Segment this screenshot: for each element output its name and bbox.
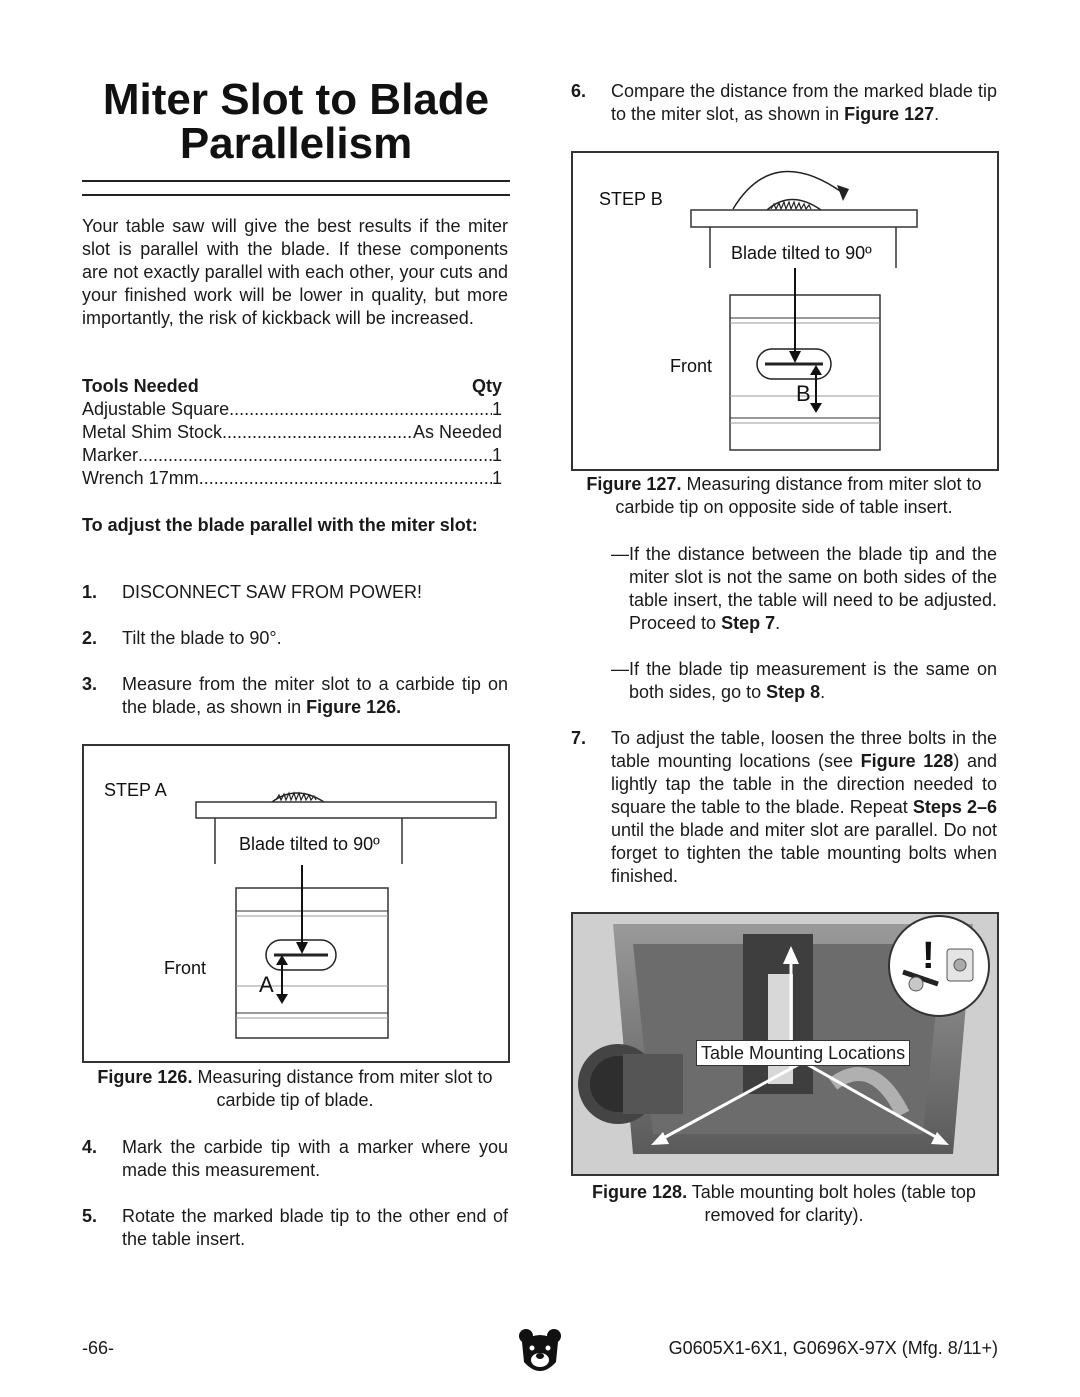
caption-label: Figure 126. (97, 1067, 193, 1087)
note-text: —If the distance between the blade tip and the miter slot is not the same on both sides of the table insert, the table will need to be adjusted. Proceed to (611, 544, 997, 633)
title-rule-top (82, 180, 510, 182)
figure-127 (571, 151, 999, 471)
saw-blade-icon (272, 793, 324, 802)
front-label: Front (164, 958, 207, 978)
step-text-part: . (934, 104, 940, 124)
table-insert (236, 888, 388, 1038)
tools-header-label: Tools Needed (82, 376, 199, 396)
tool-row (82, 421, 502, 444)
step-b-diagram (573, 153, 997, 469)
step-text (122, 673, 508, 719)
step-number: 6. (571, 81, 587, 101)
caption-label: Figure 128. (592, 1182, 688, 1202)
tool-qty: 1 (491, 445, 502, 465)
steps-ref: Steps 2–6 (912, 797, 997, 817)
blade-tilt-label: Blade tilted to 90º (239, 834, 380, 854)
leader-dots (222, 421, 413, 444)
step-3 (82, 673, 508, 719)
front-label: Front (670, 356, 713, 376)
step-text: Tilt the blade to 90°. (122, 628, 282, 648)
step-text-part: until the blade and miter slot are parallel. Do not forget to tighten the table mounting bolts when finished. (611, 820, 997, 886)
caption-text: Measuring distance from miter slot to carbide tip on opposite side of table insert. (615, 474, 982, 517)
step-number: 2. (82, 628, 98, 648)
note-not-same (611, 543, 997, 635)
warning-icon (889, 916, 989, 1016)
step-text: Mark the carbide tip with a marker where you made this measurement. (122, 1137, 508, 1180)
leader-dots (138, 444, 492, 467)
bear-logo-icon (518, 1328, 562, 1376)
step-a-diagram (84, 746, 508, 1061)
step-5 (82, 1205, 508, 1251)
blade-tilt-label: Blade tilted to 90º (731, 243, 872, 263)
tools-header (82, 375, 502, 398)
step-number: 3. (82, 674, 98, 694)
note-same (611, 658, 997, 704)
tool-name: Adjustable Square (82, 399, 230, 419)
title-rule-bottom (82, 194, 510, 196)
figure-126-caption (82, 1066, 508, 1112)
figure-127-caption (571, 473, 997, 519)
step-ref: Step 8 (766, 682, 821, 702)
step-number: 7. (571, 728, 587, 748)
procedure-heading: To adjust the blade parallel with the miter slot: (82, 515, 478, 535)
tool-row (82, 398, 502, 421)
note-text: —If the blade tip measurement is the same on both sides, go to (611, 659, 997, 702)
caption-label: Figure 127. (586, 474, 682, 494)
step-text (611, 727, 997, 888)
step-text-part: ) and lightly tap the table in the direction needed to square the table to the blade. Repeat (611, 751, 997, 817)
figure-ref: Figure 128 (860, 751, 954, 771)
tools-table (82, 375, 502, 490)
leader-dots (199, 467, 492, 490)
step-4 (82, 1136, 508, 1182)
note-text: . (820, 682, 826, 702)
step-number: 5. (82, 1206, 98, 1226)
page-number: -66- (82, 1338, 115, 1358)
step-text-part: Measure from the miter slot to a carbide tip on the blade, as shown in (122, 674, 508, 717)
step-number: 1. (82, 582, 98, 602)
title-line-1: Miter Slot to Blade (102, 75, 490, 124)
figure-128 (571, 912, 999, 1176)
title-line-2: Parallelism (179, 119, 413, 168)
step-text-part: Compare the distance from the marked blade tip to the miter slot, as shown in (611, 81, 997, 124)
table-surface (196, 802, 496, 818)
tool-qty: 1 (491, 399, 502, 419)
table-insert (730, 295, 880, 450)
figure-ref: Figure 127 (844, 104, 935, 124)
point-label: B (796, 381, 811, 406)
caption-text: Measuring distance from miter slot to carbide tip of blade. (192, 1067, 493, 1110)
step-text: DISCONNECT SAW FROM POWER! (122, 582, 423, 602)
figure-128-caption (571, 1181, 997, 1227)
note-text: . (775, 613, 781, 633)
step-label: STEP B (599, 189, 663, 209)
step-text-part: To adjust the table, loosen the three bolts in the table mounting locations (see (611, 728, 997, 771)
point-label: A (259, 972, 274, 997)
step-number: 4. (82, 1137, 98, 1157)
tool-row (82, 444, 502, 467)
tool-qty: As Needed (412, 422, 502, 442)
step-1 (82, 581, 508, 604)
callout-label: Table Mounting Locations (696, 1040, 910, 1066)
table-surface (691, 210, 917, 227)
tool-name: Wrench 17mm (82, 468, 199, 488)
caption-text: Table mounting bolt holes (table top removed for clarity). (687, 1182, 976, 1225)
page-title (82, 75, 510, 168)
tools-header-qty: Qty (471, 376, 502, 396)
saw-blade-icon (767, 200, 821, 211)
step-text (611, 80, 997, 126)
model-number: G0605X1-6X1, G0696X-97X (Mfg. 8/11+) (668, 1338, 998, 1358)
figure-ref: Figure 126. (306, 697, 402, 717)
step-6 (571, 80, 997, 126)
tool-qty: 1 (491, 468, 502, 488)
tool-name: Marker (82, 445, 139, 465)
step-2 (82, 627, 508, 650)
step-ref: Step 7 (721, 613, 776, 633)
figure-126 (82, 744, 510, 1063)
tool-row (82, 467, 502, 490)
intro-paragraph: Your table saw will give the best results if the miter slot is parallel with the blade. If these components are not exactly parallel with each other, your cuts and your finished work will be lower in quality, but more importantly, the risk of kickback will be increased. (82, 216, 508, 328)
step-text: Rotate the marked blade tip to the other end of the table insert. (122, 1206, 508, 1249)
leader-dots (229, 398, 492, 421)
step-label: STEP A (104, 780, 167, 800)
tool-name: Metal Shim Stock (82, 422, 223, 442)
step-7 (571, 727, 997, 888)
warning-symbol: ! (922, 935, 935, 977)
